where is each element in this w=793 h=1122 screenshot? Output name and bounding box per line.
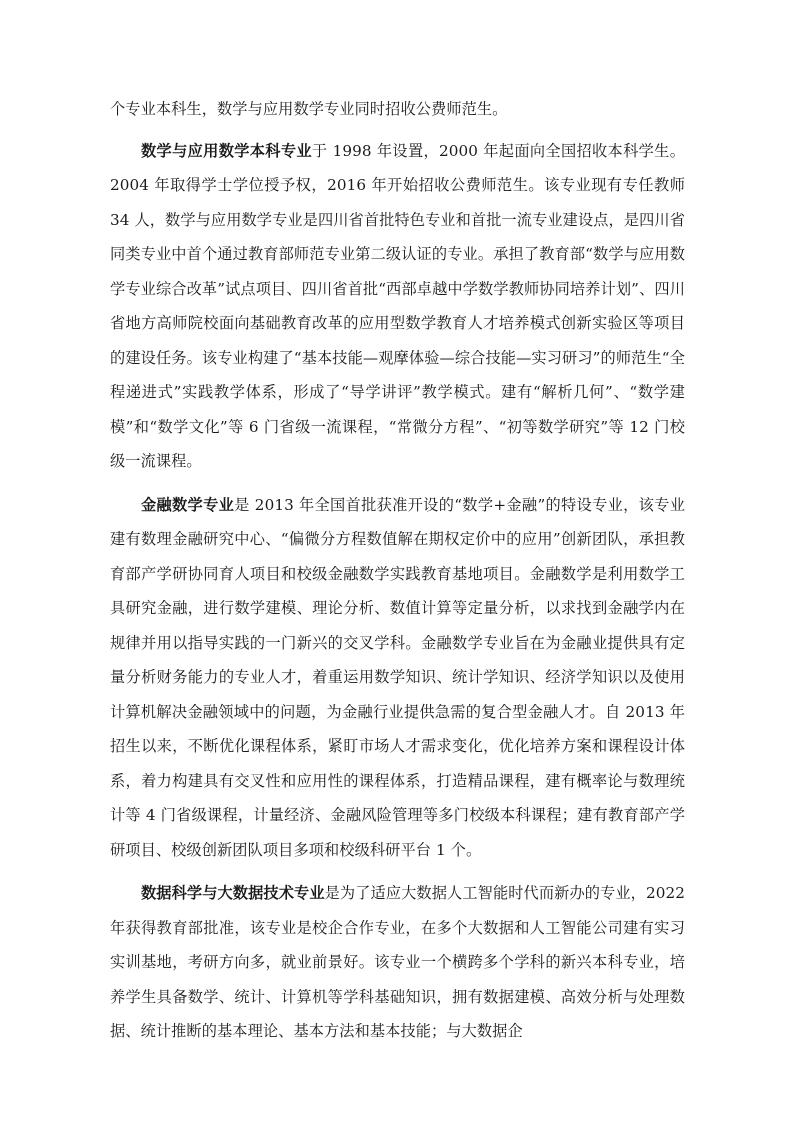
paragraph-text: 于 1998 年设置，2000 年起面向全国招收本科学生。2004 年取得学士学位授予权，2016 年开始招收公费师范生。该专业现有专任教师 34 人，数学与应用数学专业是四川省首批特色专业和首批一流专业建设点，是四川省同类专业中首个通过教育部师范专业第二级认证的专业。承担了教育部“数学与应用数学专业综合改革”试点项目、四川省首批“西部卓越中学数学教师协同培养计划”、四川省地方高师院校面向基础教育改革的应用型数学教育人才培养模式创新实验区等项目的建设任务。该专业构建了“基本技能—观摩体验—综合技能—实习研习”的师范生“全程递进式”实践教学体系，形成了“导学讲评”教学模式。建有“解析几何”、“数学建模”和“数学文化”等 6 门省级一流课程，“常微分方程”、“初等数学研究”等 12 门校级一流课程。 <box>110 141 685 470</box>
paragraph-heading: 数据科学与大数据技术专业 <box>141 884 325 902</box>
paragraph-financial-math <box>110 488 685 868</box>
paragraph-text: 是为了适应大数据人工智能时代而新办的专业，2022 年获得教育部批准，该专业是校企合作专业，在多个大数据和人工智能公司建有实习实训基地，考研方向多，就业前景好。该专业一个横跨多个学科的新兴本科专业，培养学生具备数学、统计、计算机等学科基础知识，拥有数据建模、高效分析与处理数据、统计推断的基本理论、基本方法和基本技能；与大数据企 <box>110 884 686 1040</box>
paragraph-continuation <box>110 92 685 127</box>
paragraph-data-science <box>110 876 685 1049</box>
paragraph-heading: 数学与应用数学本科专业 <box>141 141 312 160</box>
paragraph-text: 个专业本科生，数学与应用数学专业同时招收公费师范生。 <box>110 100 508 118</box>
body-text <box>110 92 685 1049</box>
paragraph-math-applied-math <box>110 134 685 479</box>
paragraph-heading: 金融数学专业 <box>141 495 235 514</box>
paragraph-text: 是 2013 年全国首批获准开设的“数学+金融”的特设专业，该专业建有数理金融研究中心、“偏微分方程数值解在期权定价中的应用”创新团队，承担教育部产学研协同育人项目和校级金融数学实践教育基地项目。金融数学是利用数学工具研究金融，进行数学建模、理论分析、数值计算等定量分析，以求找到金融学内在规律并用以指导实践的一门新兴的交叉学科。金融数学专业旨在为金融业提供具有定量分析财务能力的专业人才，着重运用数学知识、统计学知识、经济学知识以及使用计算机解决金融领域中的问题，为金融行业提供急需的复合型金融人才。自 2013 年招生以来，不断优化课程体系，紧盯市场人才需求变化，优化培养方案和课程设计体系，着力构建具有交叉性和应用性的课程体系，打造精品课程，建有概率论与数理统计等 4 门省级课程，计量经济、金融风险管理等多门校级本科课程；建有教育部产学研项目、校级创新团队项目多项和校级科研平台 1 个。 <box>110 495 685 859</box>
